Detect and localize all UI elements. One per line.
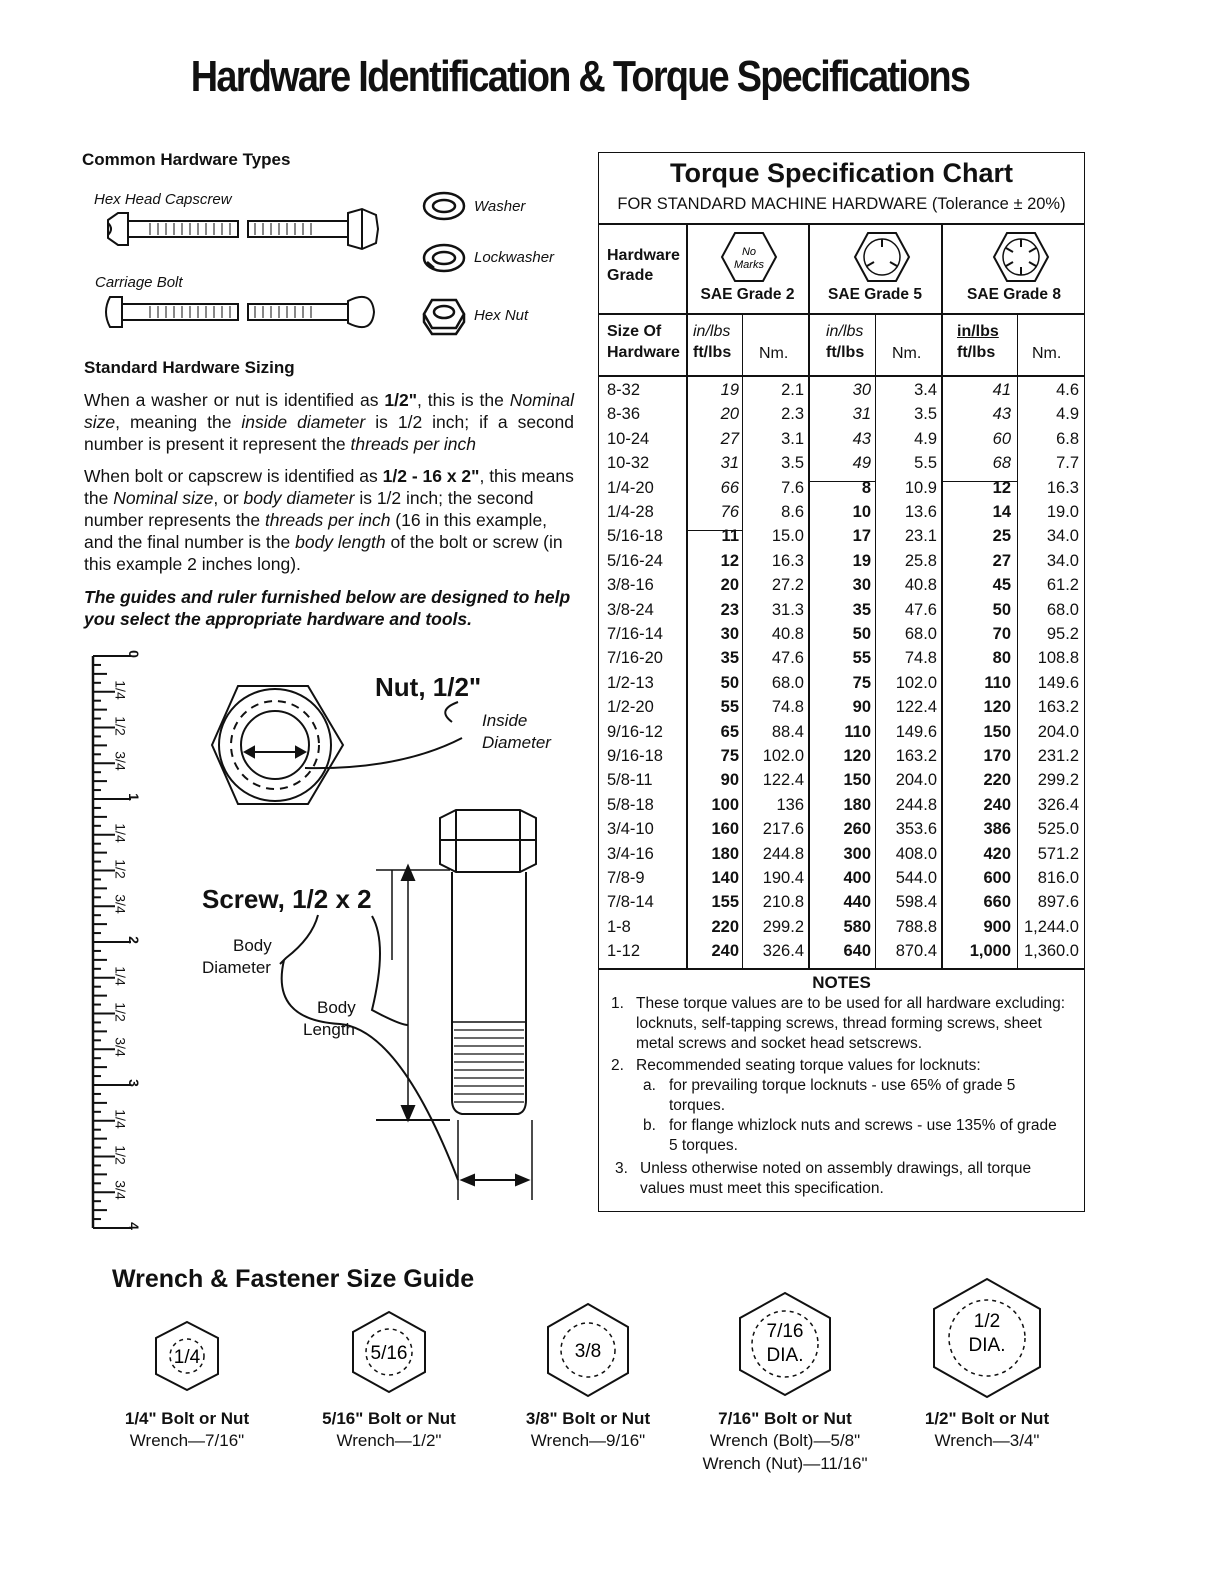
- torque-cell: 244.8: [895, 795, 937, 814]
- size-cell: 1/2-13: [607, 673, 654, 692]
- notes-title: NOTES: [812, 973, 871, 992]
- torque-cell: 12: [992, 478, 1011, 497]
- torque-cell: 16.3: [1046, 478, 1079, 497]
- torque-cell: 11: [721, 527, 739, 546]
- torque-cell: 43: [992, 405, 1011, 424]
- torque-cell: 20: [720, 576, 739, 595]
- wrench-guide-title: Wrench & Fastener Size Guide: [112, 1265, 475, 1293]
- torque-cell: 240: [983, 795, 1011, 814]
- wrench-item-5: [892, 1276, 1082, 1452]
- ruler-fraction-label: 1/2: [112, 1001, 129, 1022]
- torque-cell: 1,000: [969, 942, 1011, 961]
- lockwasher-label: Lockwasher: [474, 249, 555, 266]
- torque-cell: 571.2: [1037, 844, 1079, 863]
- g5-nm-header: Nm.: [892, 345, 922, 362]
- torque-cell: 260: [843, 820, 871, 839]
- hex-nut-icon: [424, 300, 464, 334]
- torque-cell: 19.0: [1046, 503, 1079, 521]
- torque-cell: 13.6: [904, 503, 937, 521]
- body-length-label-1: Body: [317, 998, 356, 1017]
- wrench-2-bolt: 5/16" Bolt or Nut: [322, 1409, 456, 1428]
- size-cell: 5/8-11: [607, 771, 653, 790]
- torque-cell: 353.6: [895, 820, 937, 839]
- torque-cell: 220: [711, 917, 739, 936]
- torque-cell: 122.4: [895, 698, 937, 717]
- torque-cell: 6.8: [1056, 429, 1079, 448]
- torque-cell: 1,360.0: [1023, 942, 1079, 961]
- torque-cell: 102.0: [762, 747, 804, 765]
- g2-ftlbs-header: ft/lbs: [693, 344, 732, 361]
- torque-cell: 300: [843, 844, 871, 863]
- wrench-4-size: Wrench (Bolt)—5/8": [709, 1431, 861, 1450]
- torque-cell: 23: [720, 600, 739, 619]
- torque-cell: 17: [852, 527, 871, 546]
- wrench-5-size: Wrench—3/4": [934, 1431, 1040, 1450]
- torque-cell: 170: [983, 747, 1011, 765]
- torque-cell: 1,244.0: [1023, 917, 1079, 936]
- torque-cell: 3.5: [781, 454, 804, 473]
- grade8-marks-icon: [991, 229, 1051, 285]
- nut-label: Nut, 1/2": [375, 672, 482, 702]
- hardware-drawings: [100, 205, 390, 335]
- wrench-4-size-nut: Wrench (Nut)—11/16": [702, 1454, 868, 1473]
- ruler-inch-label: 2: [125, 936, 142, 944]
- sizing-paragraph-2: When bolt or capscrew is identified as 1/2 - 16 x 2", this means the Nominal size, or body diameter is 1/2 inch; the second number represents the threads per inch (16 in this example, and the final number is the body length of the bolt or screw (in this example 2 inches long).: [84, 466, 574, 574]
- svg-text:DIA.: DIA.: [968, 1335, 1006, 1356]
- torque-cell: 120: [983, 698, 1011, 717]
- wrench-4-bolt: 7/16" Bolt or Nut: [718, 1409, 852, 1428]
- note-3: Unless otherwise noted on assembly drawings, all torque values must meet this specification.: [640, 1160, 1032, 1197]
- ruler-fraction-label: 1/4: [112, 823, 129, 843]
- g5-ftlbs-header: ft/lbs: [826, 344, 865, 361]
- torque-cell: 544.0: [895, 869, 937, 887]
- torque-cell: 60: [992, 429, 1011, 448]
- washer-drawings: [422, 188, 472, 338]
- size-header-2: Hardware: [607, 344, 680, 361]
- carriage-bolt-icon: [106, 297, 374, 327]
- note-2: Recommended seating torque values for locknuts:: [636, 1057, 981, 1074]
- ruler-fraction-label: 1/2: [112, 715, 129, 736]
- torque-cell: 598.4: [895, 893, 937, 912]
- body-length-label-2: Length: [303, 1020, 355, 1039]
- hex-1-4-icon: [92, 1318, 282, 1394]
- chart-title: Torque Specification Chart: [669, 158, 1014, 188]
- torque-cell: 31: [852, 405, 871, 424]
- ruler-fraction-label: 3/4: [112, 1180, 129, 1200]
- torque-cell: 122.4: [762, 771, 804, 790]
- ruler-inch-label: 0: [125, 650, 142, 658]
- hex-7-16-icon: [690, 1290, 880, 1398]
- size-cell: 5/8-18: [607, 795, 654, 814]
- torque-cell: 35: [720, 649, 739, 668]
- inside-label-2: Diameter: [482, 733, 551, 752]
- ruler-fraction-label: 1/2: [112, 858, 129, 879]
- chart-subtitle: FOR STANDARD MACHINE HARDWARE (Tolerance ± 20%): [617, 195, 1066, 213]
- torque-cell: 31: [720, 454, 739, 473]
- ruler-inch-label: 4: [125, 1222, 142, 1230]
- torque-cell: 149.6: [1037, 673, 1079, 692]
- torque-cell: 220: [983, 771, 1011, 790]
- washer-label: Washer: [474, 198, 526, 215]
- torque-cell: 231.2: [1037, 747, 1079, 765]
- torque-cell: 27: [992, 551, 1011, 570]
- size-cell: 8-36: [607, 405, 641, 424]
- size-cell: 9/16-12: [607, 722, 663, 741]
- torque-cell: 45: [992, 576, 1011, 595]
- ruler-fraction-label: 3/4: [112, 1037, 129, 1057]
- torque-cell: 68: [992, 454, 1011, 473]
- torque-cell: 149.6: [895, 722, 937, 741]
- torque-cell: 40.8: [904, 576, 937, 595]
- torque-cell: 25.8: [904, 551, 937, 570]
- torque-cell: 150: [983, 722, 1011, 741]
- size-cell: 7/16-14: [607, 625, 663, 643]
- torque-cell: 50: [992, 600, 1011, 619]
- torque-cell: 110: [844, 722, 871, 741]
- torque-cell: 108.8: [1037, 649, 1079, 668]
- torque-cell: 217.6: [762, 820, 804, 839]
- svg-text:Marks: Marks: [734, 259, 764, 271]
- torque-cell: 30: [852, 576, 871, 595]
- torque-cell: 3.4: [914, 381, 937, 399]
- size-cell: 3/4-16: [607, 844, 654, 863]
- size-cell: 7/16-20: [607, 649, 663, 668]
- grade-header-1: Hardware: [607, 247, 680, 264]
- torque-cell: 10: [852, 503, 871, 521]
- torque-cell: 27: [720, 429, 739, 448]
- wrench-item-4: [690, 1290, 880, 1475]
- torque-cell: 204.0: [895, 771, 937, 790]
- torque-cell: 31.3: [771, 600, 804, 619]
- torque-cell: 34.0: [1046, 551, 1079, 570]
- size-cell: 5/16-18: [607, 527, 663, 546]
- sizing-paragraph-1: When a washer or nut is identified as 1/2", this is the Nominal size, meaning the inside diameter is 1/2 inch; if a second number is present it represent the threads per inch: [84, 390, 575, 454]
- size-cell: 3/4-10: [607, 820, 654, 839]
- torque-cell: 326.4: [1037, 795, 1079, 814]
- size-cell: 8-32: [607, 381, 641, 399]
- torque-cell: 47.6: [904, 600, 937, 619]
- torque-cell: 7.7: [1056, 454, 1079, 473]
- hex-nut-label: Hex Nut: [474, 307, 529, 324]
- torque-cell: 19: [852, 551, 871, 570]
- torque-cell: 74.8: [771, 698, 804, 717]
- torque-cell: 30: [852, 381, 871, 399]
- torque-cell: 41: [992, 381, 1011, 399]
- ruler-fraction-label: 3/4: [112, 894, 129, 914]
- size-cell: 7/8-14: [607, 893, 654, 912]
- torque-cell: 102.0: [895, 673, 937, 692]
- torque-cell: 150: [843, 771, 871, 790]
- g8-ftlbs-header: ft/lbs: [957, 344, 996, 361]
- torque-cell: 420: [983, 844, 1011, 863]
- torque-cell: 163.2: [1037, 698, 1079, 717]
- torque-cell: 210.8: [762, 893, 804, 912]
- wrench-item-1: [92, 1318, 282, 1452]
- page-title: Hardware Identification & Torque Specifications: [190, 52, 970, 101]
- carriage-bolt-label: Carriage Bolt: [95, 274, 183, 291]
- torque-cell: 90: [852, 698, 871, 717]
- torque-cell: 140: [711, 869, 739, 887]
- torque-cell: 897.6: [1037, 893, 1079, 912]
- g5-inlbs-header: in/lbs: [826, 323, 864, 340]
- torque-cell: 43: [852, 429, 871, 448]
- hex-head-label: Hex Head Capscrew: [94, 191, 232, 208]
- ruler-fraction-label: 1/2: [112, 1144, 129, 1165]
- wrench-item-2: [294, 1308, 484, 1452]
- g8-inlbs-header: in/lbs: [957, 323, 999, 340]
- grade5-marks-icon: [852, 229, 912, 285]
- svg-text:No: No: [741, 246, 757, 258]
- torque-cell: 580: [843, 917, 871, 936]
- torque-cell: 8: [861, 478, 871, 497]
- torque-cell: 3.5: [914, 405, 937, 424]
- note-2b: for flange whizlock nuts and screws - use 135% of grade 5 torques.: [669, 1117, 1057, 1154]
- torque-cell: 95.2: [1046, 625, 1079, 643]
- ruler-fraction-label: 1/4: [112, 966, 129, 986]
- torque-cell: 74.8: [904, 649, 937, 668]
- torque-cell: 16.3: [771, 551, 804, 570]
- torque-cell: 155: [711, 893, 739, 912]
- torque-cell: 204.0: [1037, 722, 1079, 741]
- wrench-item-3: [493, 1300, 683, 1452]
- torque-cell: 180: [843, 795, 871, 814]
- note-2a-number: a.: [643, 1077, 656, 1094]
- grade2-label: SAE Grade 2: [700, 286, 795, 303]
- sizing-heading: Standard Hardware Sizing: [84, 358, 295, 377]
- torque-cell: 27.2: [771, 576, 804, 595]
- torque-cell: 68.0: [904, 625, 937, 643]
- ruler-inch-label: 3: [125, 1079, 142, 1087]
- torque-cell: 244.8: [762, 844, 804, 863]
- torque-cell: 386: [983, 820, 1011, 839]
- note-1-number: 1.: [611, 995, 624, 1012]
- torque-cell: 190.4: [762, 869, 804, 887]
- torque-cell: 61.2: [1046, 576, 1079, 595]
- torque-cell: 75: [852, 673, 871, 692]
- torque-cell: 640: [843, 942, 871, 961]
- hex-1-2-icon: [892, 1276, 1082, 1400]
- torque-cell: 180: [711, 844, 739, 863]
- no-marks-icon: [719, 229, 779, 285]
- torque-cell: 14: [992, 503, 1011, 521]
- torque-cell: 816.0: [1037, 869, 1079, 887]
- svg-text:5/16: 5/16: [370, 1343, 408, 1364]
- torque-cell: 49: [852, 454, 871, 473]
- torque-cell: 30: [720, 625, 739, 643]
- wrench-2-size: Wrench—1/2": [336, 1431, 442, 1450]
- note-2b-number: b.: [643, 1117, 656, 1134]
- wrench-3-bolt: 3/8" Bolt or Nut: [525, 1409, 651, 1428]
- torque-cell: 660: [983, 893, 1011, 912]
- torque-cell: 4.9: [914, 429, 937, 448]
- torque-cell: 47.6: [771, 649, 804, 668]
- note-1: These torque values are to be used for all hardware excluding: locknuts, self-tapping screws, thread forming screws, sheet metal screws and socket head setscrews.: [636, 995, 1066, 1052]
- size-cell: 3/8-16: [607, 576, 654, 595]
- grade8-label: SAE Grade 8: [967, 286, 1061, 303]
- ruler-fraction-label: 3/4: [112, 751, 129, 771]
- size-cell: 3/8-24: [607, 600, 654, 619]
- body-diameter-label-1: Body: [233, 936, 272, 955]
- lockwasher-icon: [424, 245, 464, 271]
- wrench-1-bolt: 1/4" Bolt or Nut: [124, 1409, 250, 1428]
- torque-cell: 80: [992, 649, 1011, 668]
- wrench-1-size: Wrench—7/16": [129, 1431, 245, 1450]
- torque-chart: [598, 152, 1085, 1212]
- torque-cell: 163.2: [895, 747, 937, 765]
- note-2-number: 2.: [611, 1057, 624, 1074]
- torque-cell: 35: [852, 600, 871, 619]
- torque-cell: 50: [852, 625, 871, 643]
- torque-cell: 70: [992, 625, 1011, 643]
- wrench-3-size: Wrench—9/16": [530, 1431, 646, 1450]
- torque-cell: 8.6: [781, 503, 804, 521]
- torque-cell: 900: [983, 917, 1011, 936]
- body-diameter-label-2: Diameter: [202, 958, 271, 977]
- inside-label-1: Inside: [482, 711, 528, 730]
- torque-cell: 20: [720, 405, 739, 424]
- torque-cell: 55: [720, 698, 739, 717]
- torque-cell: 15.0: [771, 527, 804, 546]
- torque-cell: 240: [711, 942, 739, 961]
- torque-cell: 40.8: [771, 625, 804, 643]
- size-cell: 10-32: [607, 454, 650, 473]
- torque-cell: 19: [720, 381, 739, 399]
- torque-cell: 110: [984, 673, 1011, 692]
- torque-cell: 3.1: [781, 429, 804, 448]
- hex-3-8-icon: [493, 1300, 683, 1398]
- hardware-types-heading: Common Hardware Types: [82, 150, 291, 169]
- torque-cell: 326.4: [762, 942, 804, 961]
- torque-cell: 76: [720, 503, 739, 521]
- torque-cell: 299.2: [1037, 771, 1079, 790]
- hex-5-16-icon: [294, 1308, 484, 1396]
- torque-cell: 50: [720, 673, 739, 692]
- screw-label: Screw, 1/2 x 2: [202, 884, 372, 914]
- torque-cell: 75: [720, 747, 739, 765]
- guide-note: The guides and ruler furnished below are designed to help you select the appropriate hardware and tools.: [84, 587, 571, 629]
- torque-cell: 55: [852, 649, 871, 668]
- torque-cell: 68.0: [1046, 600, 1079, 619]
- ruler-fraction-label: 1/4: [112, 680, 129, 700]
- torque-cell: 65: [720, 722, 739, 741]
- hex-capscrew-icon: [108, 209, 378, 249]
- wrench-5-bolt: 1/2" Bolt or Nut: [924, 1409, 1050, 1428]
- torque-cell: 7.6: [781, 478, 804, 497]
- svg-text:1/2: 1/2: [973, 1311, 1001, 1332]
- torque-cell: 788.8: [895, 917, 937, 936]
- nut-diagram-icon: [212, 686, 462, 804]
- washer-icon: [424, 193, 464, 219]
- torque-cell: 12: [720, 551, 739, 570]
- torque-cell: 299.2: [762, 917, 804, 936]
- size-header-1: Size Of: [607, 323, 662, 340]
- size-cell: 5/16-24: [607, 551, 663, 570]
- note-2a: for prevailing torque locknuts - use 65% of grade 5 torques.: [669, 1077, 1016, 1114]
- size-cell: 9/16-18: [607, 747, 663, 765]
- ruler-inch-label: 1: [125, 793, 142, 801]
- svg-text:1/4: 1/4: [173, 1347, 201, 1368]
- grade-header-2: Grade: [607, 267, 654, 284]
- size-cell: 10-24: [607, 429, 650, 448]
- ruler-fraction-label: 1/4: [112, 1109, 129, 1129]
- g8-nm-header: Nm.: [1032, 345, 1062, 362]
- svg-text:7/16: 7/16: [766, 1321, 804, 1342]
- torque-cell: 160: [711, 820, 739, 839]
- torque-cell: 870.4: [895, 942, 937, 961]
- torque-cell: 525.0: [1037, 820, 1079, 839]
- size-cell: 1/4-20: [607, 478, 654, 497]
- torque-cell: 136: [776, 795, 804, 814]
- torque-cell: 2.3: [781, 405, 804, 424]
- torque-cell: 25: [992, 527, 1011, 546]
- torque-cell: 600: [983, 869, 1011, 887]
- torque-cell: 34.0: [1046, 527, 1079, 546]
- torque-cell: 408.0: [895, 844, 937, 863]
- torque-cell: 2.1: [781, 381, 804, 399]
- torque-cell: 88.4: [771, 722, 804, 741]
- size-cell: 7/8-9: [607, 869, 645, 887]
- torque-cell: 440: [843, 893, 871, 912]
- torque-cell: 4.9: [1056, 405, 1079, 424]
- torque-cell: 23.1: [904, 527, 937, 546]
- size-cell: 1-12: [607, 942, 641, 961]
- size-cell: 1-8: [607, 917, 631, 936]
- note-3-number: 3.: [615, 1160, 628, 1177]
- size-cell: 1/4-28: [607, 503, 654, 521]
- torque-cell: 4.6: [1056, 381, 1079, 399]
- g2-nm-header: Nm.: [759, 345, 789, 362]
- torque-cell: 10.9: [904, 478, 937, 497]
- svg-text:DIA.: DIA.: [766, 1345, 804, 1366]
- torque-cell: 100: [711, 795, 739, 814]
- torque-cell: 68.0: [771, 673, 804, 692]
- torque-cell: 5.5: [914, 454, 937, 473]
- svg-text:3/8: 3/8: [574, 1341, 602, 1362]
- torque-cell: 400: [843, 869, 871, 887]
- torque-cell: 120: [843, 747, 871, 765]
- torque-cell: 66: [720, 478, 739, 497]
- grade5-label: SAE Grade 5: [828, 286, 922, 303]
- size-cell: 1/2-20: [607, 698, 654, 717]
- torque-cell: 90: [720, 771, 739, 790]
- g2-inlbs-header: in/lbs: [693, 323, 731, 340]
